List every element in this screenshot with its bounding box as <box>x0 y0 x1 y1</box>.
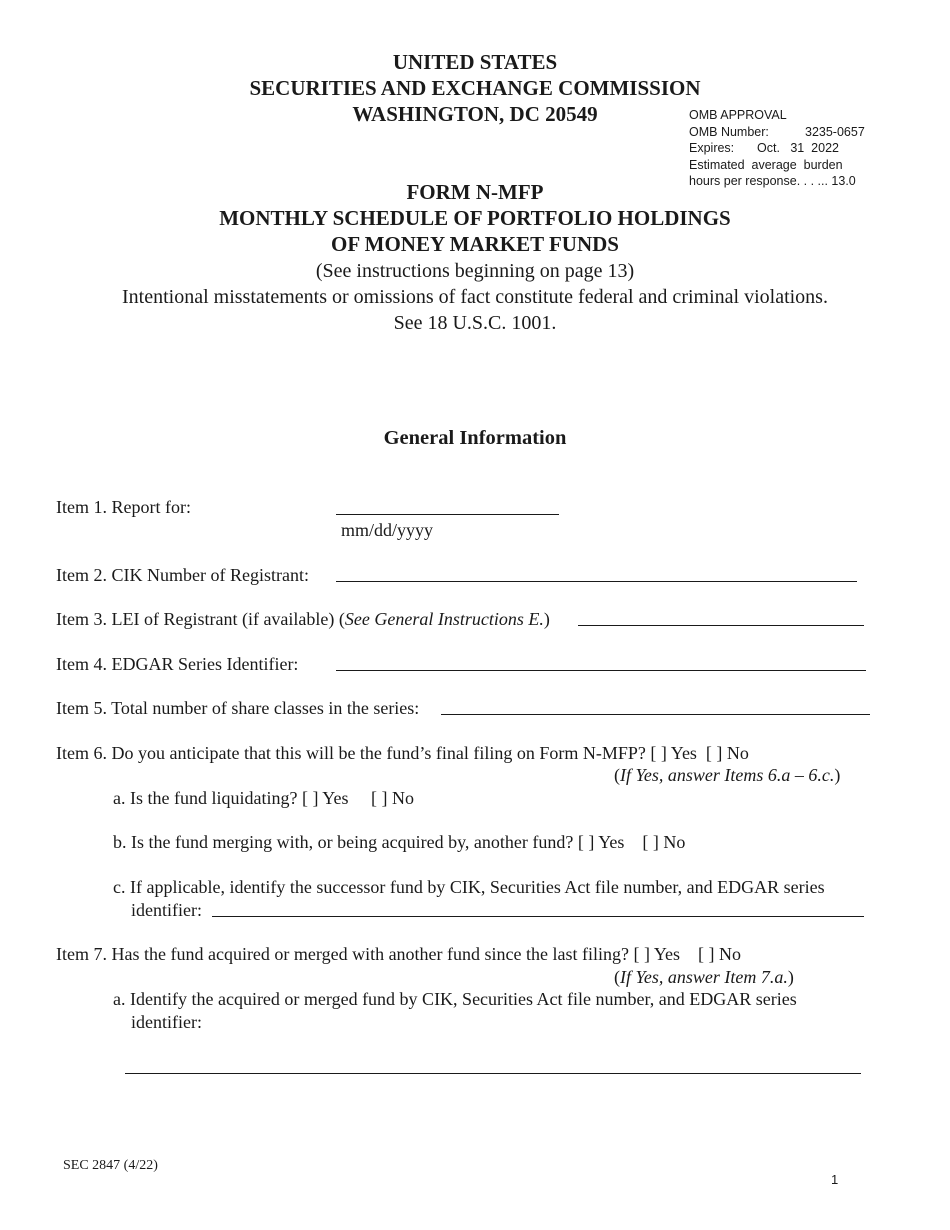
form-subtitle-1: MONTHLY SCHEDULE OF PORTFOLIO HOLDINGS <box>219 206 731 230</box>
item3-lei-field[interactable] <box>578 625 864 626</box>
omb-expires-label: Expires: <box>689 141 735 155</box>
omb-expires-value: Oct. 31 2022 <box>757 141 839 155</box>
item7-note: (If Yes, answer Item 7.a.) <box>614 967 794 987</box>
agency-address: WASHINGTON, DC 20549 <box>352 102 598 126</box>
item3-label: Item 3. LEI of Registrant (if available) (See General Instructions E.) <box>56 609 550 629</box>
item6-question: Item 6. Do you anticipate that this will be the fund’s final filing on Form N-MFP? [ ] Yes [ ] No <box>56 743 749 763</box>
omb-title: OMB APPROVAL <box>689 108 787 122</box>
item1-date-field[interactable] <box>336 514 559 515</box>
item1-date-hint: mm/dd/yyyy <box>341 520 434 540</box>
item5-label: Item 5. Total number of share classes in the series: <box>56 698 420 718</box>
omb-number-value: 3235-0657 <box>805 124 865 139</box>
item2-cik-field[interactable] <box>336 581 857 582</box>
omb-number-label: OMB Number: <box>689 124 769 139</box>
legal-warning: Intentional misstatements or omissions of fact constitute federal and criminal violations. <box>122 286 828 308</box>
agency-country: UNITED STATES <box>392 50 558 74</box>
omb-burden-line1: Estimated average burden <box>689 157 843 172</box>
item1-label: Item 1. Report for: <box>56 497 191 517</box>
form-title: FORM N-MFP <box>406 180 544 204</box>
item6c-identifier-label: identifier: <box>131 900 202 920</box>
item6c-successor-field[interactable] <box>212 916 864 917</box>
item6a-question: a. Is the fund liquidating? [ ] Yes [ ] No <box>113 788 414 808</box>
legal-citation: See 18 U.S.C. 1001. <box>393 312 557 334</box>
item6-note: (If Yes, answer Items 6.a – 6.c.) <box>614 765 841 785</box>
item6b-question: b. Is the fund merging with, or being acquired by, another fund? [ ] Yes [ ] No <box>113 832 686 852</box>
item6c-text: c. If applicable, identify the successor fund by CIK, Securities Act file number, and EDGAR series <box>113 877 825 897</box>
item4-series-field[interactable] <box>336 670 866 671</box>
item7a-identifier-label: identifier: <box>131 1012 202 1032</box>
agency-name: SECURITIES AND EXCHANGE COMMISSION <box>249 76 701 100</box>
form-instructions-note: (See instructions beginning on page 13) <box>315 260 635 282</box>
page-number: 1 <box>831 1172 839 1187</box>
form-code: SEC 2847 (4/22) <box>63 1158 158 1173</box>
omb-burden-line2: hours per response. . . ... 13.0 <box>689 174 856 188</box>
item7a-acquired-fund-field[interactable] <box>125 1073 861 1074</box>
form-subtitle-2: OF MONEY MARKET FUNDS <box>331 232 619 256</box>
item7a-text: a. Identify the acquired or merged fund by CIK, Securities Act file number, and EDGAR series <box>113 989 797 1009</box>
item7-question: Item 7. Has the fund acquired or merged with another fund since the last filing? [ ] Yes [ ] No <box>56 944 741 964</box>
section-title: General Information <box>383 427 567 449</box>
item4-label: Item 4. EDGAR Series Identifier: <box>56 654 299 674</box>
item5-share-classes-field[interactable] <box>441 714 870 715</box>
omb-approval-block <box>689 107 879 190</box>
item2-label: Item 2. CIK Number of Registrant: <box>56 565 309 585</box>
